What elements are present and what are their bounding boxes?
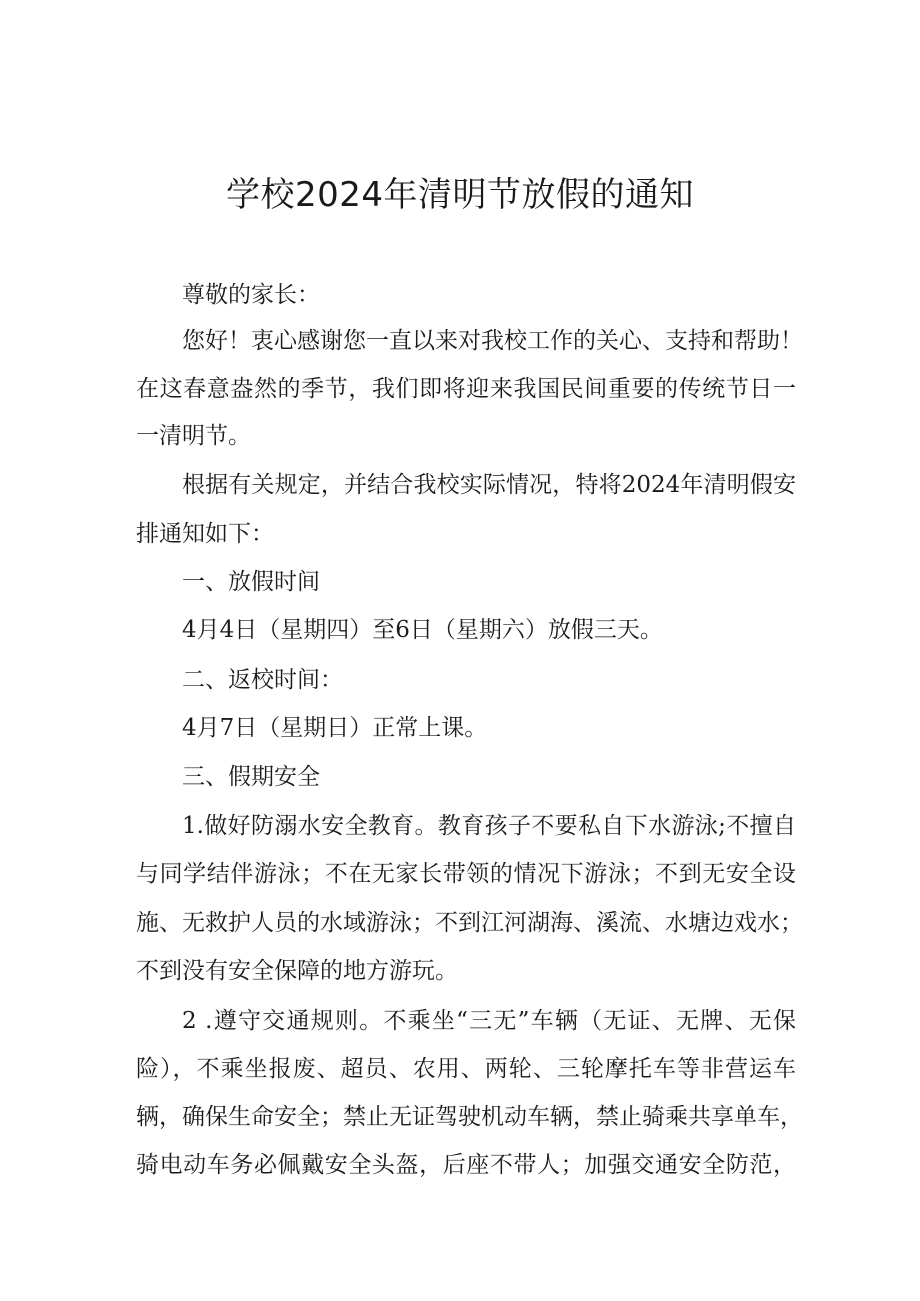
section1-text: 4月4日（星期四）至6日（星期六）放假三天。: [182, 617, 663, 643]
para2-line-2: 排通知如下：: [136, 521, 274, 547]
section2-heading: 二、返校时间：: [182, 667, 343, 693]
section3-item2-line-3: 辆，确保生命安全；禁止无证驾驶机动车辆，禁止骑乘共享单车，: [136, 1104, 803, 1130]
para1-line-3: 一清明节。: [136, 423, 251, 449]
para1-line-1: 您好！衷心感谢您一直以来对我校工作的关心、支持和帮助！: [182, 328, 803, 354]
section3-heading: 三、假期安全: [182, 764, 320, 790]
section3-item1-line-1: 1.做好防溺水安全教育。教育孩子不要私自下水游泳;不擅自: [182, 813, 796, 839]
para2-line-1: 根据有关规定，并结合我校实际情况，特将2024年清明假安: [182, 472, 796, 498]
section3-item2-line-1: 2 .遵守交通规则。不乘坐“三无”车辆（无证、无牌、无保: [182, 1008, 796, 1034]
section3-item2-line-2: 险），不乘坐报废、超员、农用、两轮、三轮摩托车等非营运车: [136, 1056, 796, 1082]
para1-line-2: 在这春意盎然的季节，我们即将迎来我国民间重要的传统节日一: [136, 376, 796, 402]
section3-item1-line-2: 与同学结伴游泳；不在无家长带领的情况下游泳；不到无安全设: [136, 861, 796, 887]
section1-heading: 一、放假时间: [182, 569, 320, 595]
salutation: 尊敬的家长：: [182, 282, 320, 308]
section3-item1-line-4: 不到没有安全保障的地方游玩。: [136, 958, 458, 984]
section2-text: 4月7日（星期日）正常上课。: [182, 715, 488, 741]
document-title: 学校2024年清明节放假的通知: [225, 175, 695, 215]
section3-item1-line-3: 施、无救护人员的水域游泳；不到江河湖海、溪流、水塘边戏水；: [136, 910, 803, 936]
section3-item2-line-4: 骑电动车务必佩戴安全头盔，后座不带人；加强交通安全防范，: [136, 1152, 796, 1178]
